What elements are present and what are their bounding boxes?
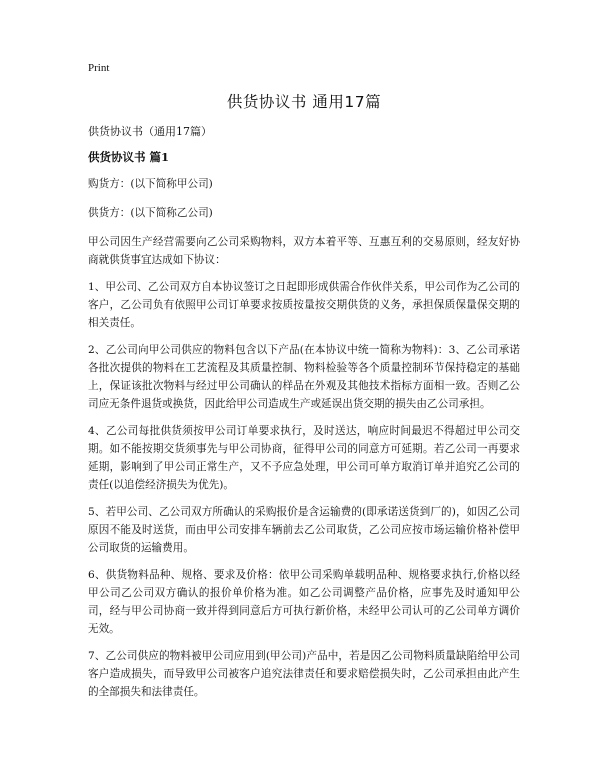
paragraph-clause-6: 6、供货物料品种、规格、要求及价格：依甲公司采购单载明品种、规格要求执行,价格以经甲公司乙公司双方确认的报价单价格为准。如乙公司调整产品价格，应事先及时通知甲公司，经与甲公司协商一致并得到同意后方可执行新价格，未经甲公司认可的乙公司单方调价无效。: [88, 569, 520, 635]
document-title: 供货协议书 通用17篇: [226, 93, 382, 111]
paragraph-clause-5: 5、若甲公司、乙公司双方所确认的采购报价是含运输费的(即承诺送货到厂的)，如因乙公司原因不能及时送货，而由甲公司安排车辆前去乙公司取货，乙公司应按市场运输价格补偿甲公司取货的运输费用。: [88, 506, 520, 554]
document-subtitle: 供货协议书（通用17篇）: [88, 125, 212, 138]
buyer-line: 购货方：(以下简称甲公司): [88, 178, 213, 190]
paragraph-clause-7: 7、乙公司供应的物料被甲公司应用到(甲公司)产品中，若是因乙公司物料质量缺陷给甲公司客户造成损失，而导致甲公司被客户追究法律责任和要求赔偿损失时，乙公司承担由此产生的全部损失和法律责任。: [88, 650, 520, 698]
document-page: [88, 62, 520, 710]
paragraph-clause-2-3: 2、乙公司向甲公司供应的物料包含以下产品(在本协议中统一简称为物料)：3、乙公司承诺各批次提供的物料在工艺流程及其质量控制、物料检验等各个质量控制环节保持稳定的基础上，保证该批次物料与经过甲公司确认的样品在外观及其他技术指标方面相一致。否则乙公司应无条件退货或换货，因此给甲公司造成生产或延误出货交期的损失由乙公司承担。: [88, 344, 520, 410]
paragraph-intro: 甲公司因生产经营需要向乙公司采购物料，双方本着平等、互惠互利的交易原则，经友好协商就供货事宜达成如下协议：: [88, 236, 520, 266]
supplier-line: 供货方：(以下简称乙公司): [88, 207, 213, 219]
paragraph-clause-4: 4、乙公司每批供货须按甲公司订单要求执行，及时送达，响应时间最迟不得超过甲公司交期。如不能按期交货须事先与甲公司协商，征得甲公司的同意方可延期。若乙公司一再要求延期，影响到了甲公司正常生产，又不予应急处理，甲公司可单方取消订单并追究乙公司的责任(以追偿经济损失为优先)。: [88, 425, 520, 491]
print-label: Print: [88, 62, 110, 74]
paragraph-clause-1: 1、甲公司、乙公司双方自本协议签订之日起即形成供需合作伙伴关系，甲公司作为乙公司的客户，乙公司负有依照甲公司订单要求按质按量按交期供货的义务，承担保质保量保交期的相关责任。: [88, 281, 520, 329]
section-heading: 供货协议书 篇1: [88, 150, 170, 164]
